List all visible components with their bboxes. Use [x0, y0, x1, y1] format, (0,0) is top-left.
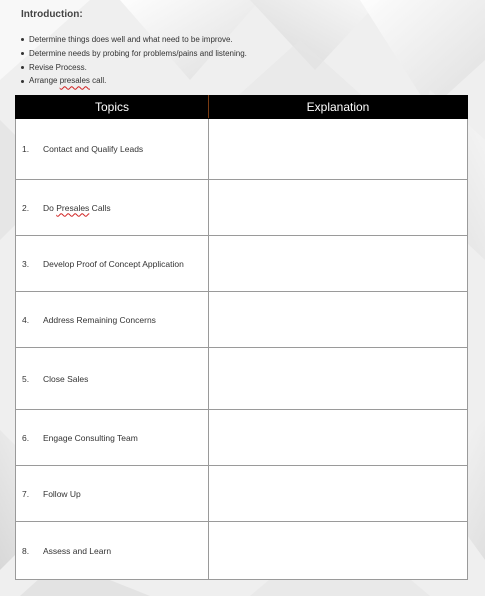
bullet-icon — [21, 52, 24, 55]
explanation-cell[interactable] — [209, 410, 468, 466]
topic-cell[interactable] — [16, 292, 209, 348]
table-header-row — [16, 96, 468, 119]
topic-number: 2. — [22, 202, 30, 213]
bullet-icon — [21, 66, 24, 69]
topic-label — [43, 203, 111, 213]
topic-cell[interactable] — [16, 466, 209, 522]
topics-column-header: Topics — [16, 96, 209, 119]
topic-label-part: Assess and Learn — [43, 545, 112, 556]
spellcheck-flagged-word[interactable]: presales — [59, 76, 90, 86]
explanation-cell[interactable] — [209, 522, 468, 580]
topic-number: 1. — [22, 144, 30, 154]
table-row — [16, 348, 468, 410]
table-row — [16, 292, 468, 348]
topic-label — [43, 374, 88, 384]
topic-cell[interactable] — [16, 410, 209, 466]
topic-label-part: Engage Consulting Team — [43, 432, 138, 443]
topic-number: 8. — [22, 545, 30, 556]
table-row — [16, 119, 468, 180]
topic-cell[interactable] — [16, 522, 209, 580]
topic-cell[interactable] — [16, 180, 209, 236]
topic-number: 7. — [22, 488, 30, 499]
topic-label-part: Calls — [89, 202, 111, 213]
explanation-cell[interactable] — [209, 348, 468, 410]
topic-cell[interactable] — [16, 236, 209, 292]
table-row — [16, 236, 468, 292]
explanation-cell[interactable] — [209, 180, 468, 236]
topics-table — [15, 95, 468, 580]
topic-number: 5. — [22, 373, 30, 384]
introduction-heading: Introduction: — [21, 9, 83, 20]
topic-label — [43, 433, 138, 443]
explanation-cell[interactable] — [209, 292, 468, 348]
topic-number: 6. — [22, 432, 30, 443]
table-row — [16, 180, 468, 236]
bullet-text-part: call. — [89, 76, 107, 86]
bullet-item — [21, 47, 247, 61]
topic-number: 3. — [22, 258, 30, 269]
bullet-text — [29, 74, 106, 88]
topic-number: 4. — [22, 314, 30, 325]
table-row — [16, 410, 468, 466]
bullet-icon — [21, 38, 24, 41]
explanation-cell[interactable] — [209, 236, 468, 292]
bullet-text: Determine needs by probing for problems/pains and listening. — [29, 48, 247, 58]
topic-cell[interactable] — [16, 119, 209, 180]
bullet-text-part: Arrange — [29, 76, 60, 86]
topic-label-part: Address Remaining Concerns — [43, 314, 156, 325]
topic-label — [43, 489, 81, 499]
explanation-cell[interactable] — [209, 119, 468, 180]
topic-label — [43, 259, 184, 269]
introduction-bullet-list — [21, 33, 247, 88]
bullet-text: Revise Process. — [29, 62, 87, 72]
topic-label-part: Develop Proof of Concept Application — [43, 258, 184, 269]
explanation-column-header: Explanation — [209, 96, 468, 119]
table-row — [16, 466, 468, 522]
topic-label — [43, 144, 143, 154]
bullet-icon — [21, 80, 24, 83]
explanation-cell[interactable] — [209, 466, 468, 522]
bullet-item — [21, 33, 247, 47]
spellcheck-flagged-word[interactable]: Presales — [56, 202, 90, 213]
topic-cell[interactable] — [16, 348, 209, 410]
topic-label — [43, 546, 111, 556]
topic-label-part: Close Sales — [43, 373, 89, 384]
topic-label-part: Follow Up — [43, 488, 81, 499]
bullet-text: Determine things does well and what need to be improve. — [29, 35, 233, 44]
bullet-item — [21, 61, 247, 75]
topic-label — [43, 315, 156, 325]
topic-label-part: Do — [43, 202, 57, 213]
bullet-item — [21, 74, 247, 88]
table-row — [16, 522, 468, 580]
topic-label-part: Contact and Qualify Leads — [43, 144, 144, 154]
